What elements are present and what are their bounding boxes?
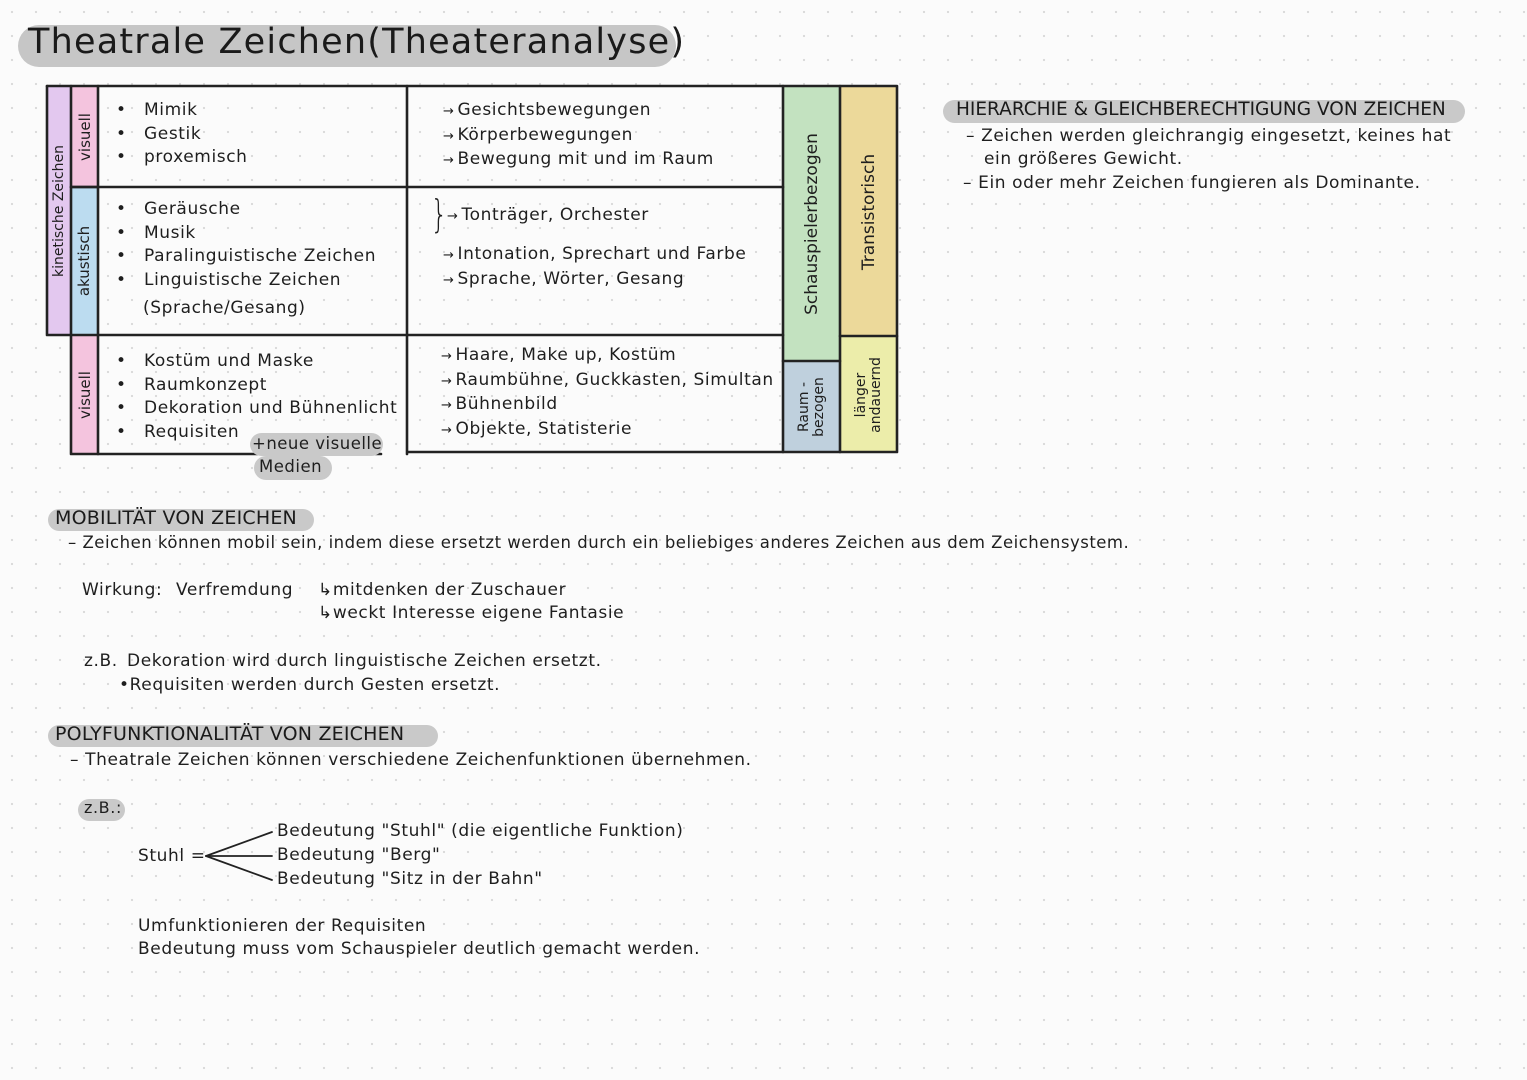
arrow-text: Körperbewegungen (457, 124, 634, 145)
wirkung-label: Wirkung: (82, 580, 163, 600)
row2-arrow-1 (447, 205, 649, 225)
label-akustisch-text: akustisch (75, 225, 94, 297)
arrow-text: Sprache, Wörter, Gesang (457, 268, 685, 289)
poly-note-1: Umfunktionieren der Requisiten (138, 916, 427, 936)
row2-extra: (Sprache/Gesang) (143, 298, 306, 318)
branch-line-3 (206, 856, 272, 880)
list-item: • Kostüm und Maske (114, 350, 397, 374)
badge-neue-medien (252, 432, 382, 478)
badge-line1: +neue visuelle (252, 434, 383, 453)
page-title: Theatrale Zeichen(Theateranalyse) (28, 22, 686, 62)
list-item: • Dekoration und Bühnenlicht (114, 397, 397, 421)
arrow-icon: → (443, 104, 455, 119)
list-item: • Paralinguistische Zeichen (114, 245, 376, 269)
mobilitaet-example-1: Dekoration wird durch linguistische Zeichen ersetzt. (127, 651, 602, 671)
poly-meaning-2: Bedeutung "Berg" (277, 845, 441, 865)
list-item (441, 369, 774, 394)
label-laenger-line2: andauernd (868, 356, 884, 433)
list-item (441, 393, 774, 418)
hierarchie-heading: HIERARCHIE & GLEICHBERECHTIGUNG VON ZEICHEN (956, 99, 1446, 120)
arrow-icon: → (441, 423, 453, 439)
list-item (443, 148, 714, 173)
arrow-text: Bühnenbild (455, 394, 558, 415)
poly-example-label: z.B.: (84, 798, 122, 817)
row2-items (114, 198, 376, 293)
label-visuell-top-text: visuell (75, 113, 94, 161)
arrow-icon: → (441, 398, 453, 414)
list-item (443, 268, 746, 293)
list-item (443, 243, 746, 268)
hierarchie-line-3: – Ein oder mehr Zeichen fungieren als Dominante. (963, 173, 1421, 193)
arrow-text: Raumbühne, Guckkasten, Simultan (455, 369, 774, 390)
arrow-text: Haare, Make up, Kostüm (455, 345, 677, 365)
arrow-text: Tonträger, Orchester (461, 205, 649, 225)
label-transistorisch-text: Transistorisch (859, 153, 880, 270)
grid-outer-kinetic (47, 86, 71, 335)
poly-line: – Theatrale Zeichen können verschiedene Zeichenfunktionen übernehmen. (70, 750, 752, 770)
list-item: • Mimik (114, 99, 248, 123)
poly-meaning-3: Bedeutung "Sitz in der Bahn" (277, 869, 543, 889)
poly-heading: POLYFUNKTIONALITÄT VON ZEICHEN (55, 723, 405, 745)
arrow-icon: → (443, 272, 455, 288)
poly-meaning-1: Bedeutung "Stuhl" (die eigentliche Funktion) (277, 821, 684, 841)
list-item: • Gestik (114, 123, 248, 147)
hierarchie-line-1: – Zeichen werden gleichrangig eingesetzt, keines hat (966, 126, 1452, 146)
list-item: • proxemisch (114, 146, 248, 170)
list-item: • Raumkonzept (114, 374, 397, 398)
arrow-icon: → (443, 128, 455, 144)
arrow-text: Objekte, Statisterie (455, 419, 633, 440)
list-item (443, 99, 714, 124)
list-item: • Linguistische Zeichen (114, 269, 376, 293)
badge-line2: Medien (259, 457, 323, 476)
row2-arrows (443, 243, 746, 292)
mobilitaet-example-2: •Requisiten werden durch Gesten ersetzt. (119, 675, 501, 695)
arrow-icon: → (443, 153, 455, 169)
list-item: • Musik (114, 222, 376, 246)
branch-line-1 (206, 832, 272, 856)
arrow-icon: → (447, 209, 459, 224)
label-visuell-bottom-text: visuell (75, 370, 94, 419)
arrow-icon: → (443, 248, 455, 263)
row1-items (114, 99, 248, 170)
arrow-text: Intonation, Sprechart und Farbe (457, 244, 747, 264)
arrow-text: Gesichtsbewegungen (457, 100, 652, 120)
mobilitaet-heading: MOBILITÄT VON ZEICHEN (55, 507, 297, 529)
mobilitaet-line: – Zeichen können mobil sein, indem diese ersetzt werden durch ein beliebiges anderes Zeichen aus dem Zeichensystem. (68, 533, 1130, 552)
label-schauspielerbezogen-text: Schauspielerbezogen (802, 132, 822, 315)
label-raum-line2: bezogen (811, 376, 828, 437)
wirkung-effect-2: ↳weckt Interesse eigene Fantasie (318, 603, 625, 623)
branch-lines (200, 826, 280, 886)
hierarchie-line-2: ein größeres Gewicht. (984, 149, 1183, 169)
arrow-icon: → (441, 349, 453, 364)
mobilitaet-example-prefix: z.B. (84, 651, 118, 671)
list-item (441, 418, 774, 443)
poly-subject: Stuhl = (138, 846, 206, 866)
list-item: • Requisiten (114, 421, 397, 445)
label-kinetische-text: kinetische Zeichen (50, 144, 67, 277)
arrow-text: Bewegung mit und im Raum (457, 149, 714, 170)
row1-arrows (443, 99, 714, 173)
list-item (441, 344, 774, 369)
label-raum-line1: Raum - (796, 381, 813, 432)
wirkung-value: Verfremdung (176, 580, 294, 600)
brace-icon: } (430, 192, 448, 236)
label-laenger-line1: länger (853, 372, 869, 417)
poly-note-2: Bedeutung muss vom Schauspieler deutlich gemacht werden. (138, 939, 701, 959)
list-item: • Geräusche (114, 198, 376, 222)
row3-items (114, 350, 397, 445)
row3-arrows (441, 344, 774, 443)
arrow-icon: → (441, 373, 453, 389)
list-item (443, 124, 714, 149)
wirkung-effect-1: ↳mitdenken der Zuschauer (318, 580, 567, 600)
